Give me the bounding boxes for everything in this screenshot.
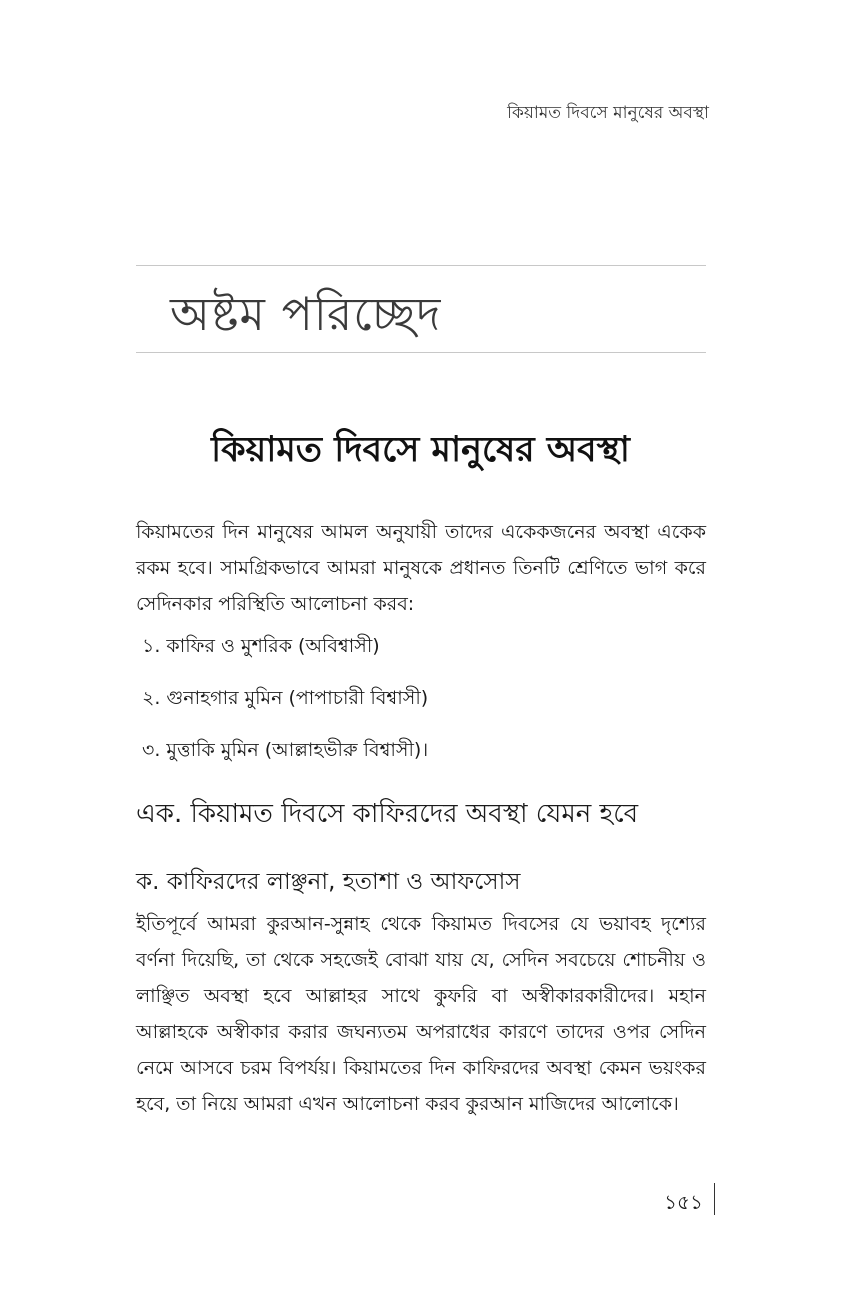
intro-paragraph: কিয়ামতের দিন মানুষের আমল অনুযায়ী তাদের একেকজনের অবস্থা একেক রকম হবে। সামগ্রিকভাবে আমরা মানুষকে প্রধানত তিনটি শ্রেণিতে ভাগ করে সেদিনকার পরিস্থিতি আলোচনা করব:	[136, 521, 706, 615]
chapter-rule-bottom	[136, 352, 706, 353]
sub-heading: ক. কাফিরদের লাঞ্ছনা, হতাশা ও আফসোস	[136, 869, 521, 895]
list-item: ৩. মুত্তাকি মুমিন (আল্লাহভীরু বিশ্বাসী)।	[142, 739, 429, 761]
page-title: কিয়ামত দিবসে মানুষের অবস্থা	[211, 430, 630, 470]
page-number-divider	[714, 1183, 715, 1215]
chapter-rule-top	[136, 265, 706, 266]
page-number: ১৫১	[664, 1190, 703, 1214]
section-heading: এক. কিয়ামত দিবসে কাফিরদের অবস্থা যেমন হবে	[136, 799, 639, 829]
list-item: ২. গুনাহগার মুমিন (পাপাচারী বিশ্বাসী)	[142, 687, 429, 709]
list-item: ১. কাফির ও মুশরিক (অবিশ্বাসী)	[142, 635, 380, 657]
running-header: কিয়ামত দিবসে মানুষের অবস্থা	[507, 103, 709, 123]
chapter-title: অষ্টম পরিচ্ছেদ	[170, 287, 442, 341]
body-paragraph: ইতিপূর্বে আমরা কুরআন-সুন্নাহ থেকে কিয়ামত দিবসের যে ভয়াবহ দৃশ্যের বর্ণনা দিয়েছি, তা থেকে সহজেই বোঝা যায় যে, সেদিন সবচেয়ে শোচনীয় ও লাঞ্ছিত অবস্থা হবে আল্লাহর সাথে কুফরি বা অস্বীকারকারীদের। মহান আল্লাহকে অস্বীকার করার জঘন্যতম অপরাধের কারণে তাদের ওপর সেদিন নেমে আসবে চরম বিপর্যয়। কিয়ামতের দিন কাফিরদের অবস্থা কেমন ভয়ংকর হবে, তা নিয়ে আমরা এখন আলোচনা করব কুরআন মাজিদের আলোকে।	[136, 913, 706, 1115]
